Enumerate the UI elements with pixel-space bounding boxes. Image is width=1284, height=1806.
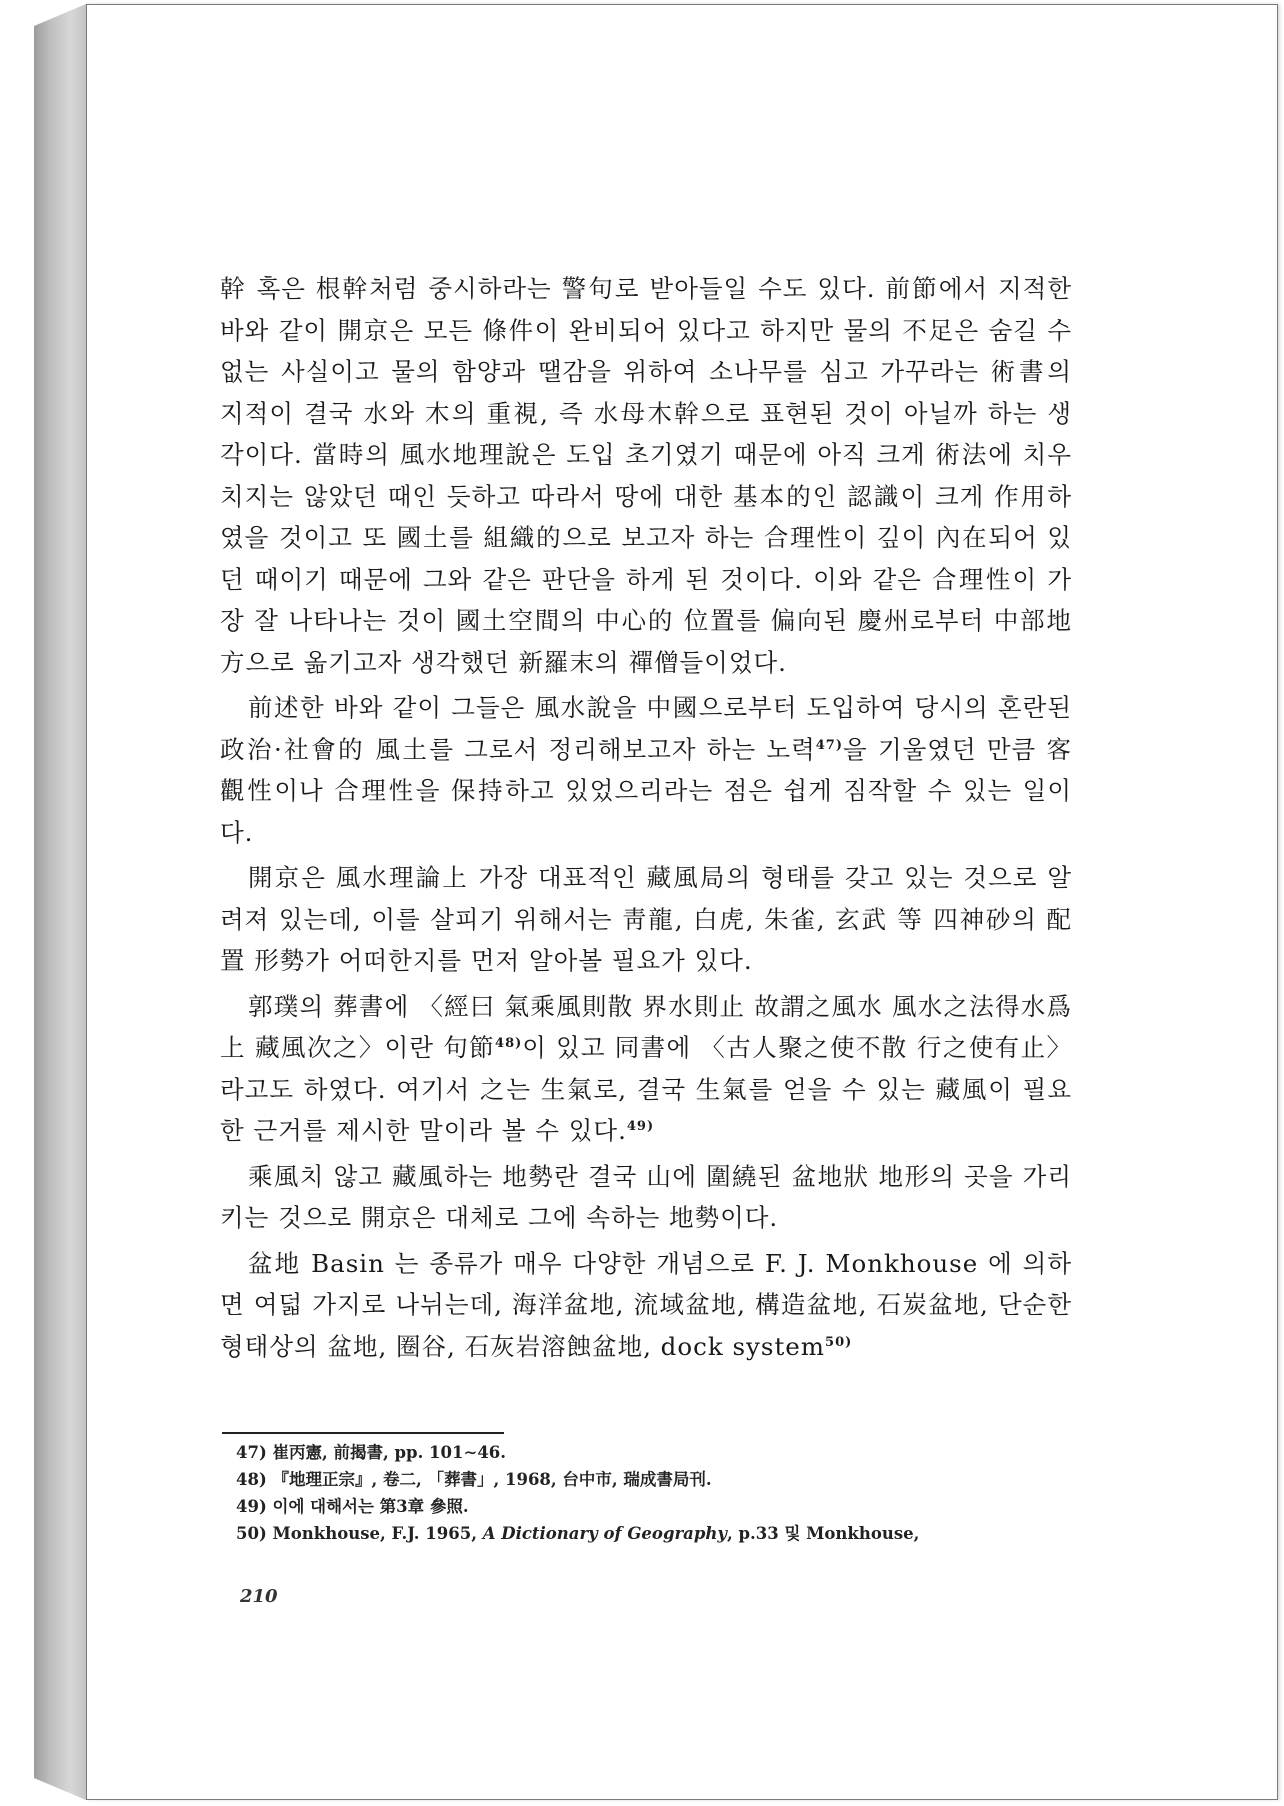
footnote-ref: 48) — [495, 1035, 523, 1051]
footnotes — [236, 1439, 1096, 1547]
footnote-ref: 47) — [815, 737, 844, 753]
text-run: 47) 崔丙憲, 前揭書, pp. 101∼46. — [236, 1443, 507, 1462]
page-number: 210 — [240, 1586, 278, 1607]
text-run: 盆地 Basin 는 종류가 매우 다양한 개념으로 F. J. Monkhouse 에 의하면 여덟 가지로 나뉘는데, 海洋盆地, 流域盆地, 構造盆地, 石炭盆地, 단순한 형태상의 盆地, 圈谷, 石灰岩溶蝕盆地, dock system — [220, 1248, 1072, 1361]
footnote — [236, 1466, 1096, 1493]
text-run: , p.33 및 Monkhouse, — [726, 1524, 920, 1543]
footnote — [236, 1520, 1096, 1547]
text-run: 을 기울였던 만큼 客觀性이나 合理性을 保持하고 있었으리라는 점은 쉽게 짐작할 수 있는 일이다. — [220, 734, 1072, 847]
footnote — [236, 1439, 1096, 1466]
text-run: 乘風치 않고 藏風하는 地勢란 결국 山에 圍繞된 盆地狀 地形의 곳을 가리키는 것으로 開京은 대체로 그에 속하는 地勢이다. — [220, 1161, 1072, 1232]
paragraph — [220, 857, 1072, 982]
paragraph — [220, 1243, 1072, 1368]
text-run: 幹 혹은 根幹처럼 중시하라는 警句로 받아들일 수도 있다. 前節에서 지적한 바와 같이 開京은 모든 條件이 완비되어 있다고 하지만 물의 不足은 숨길 수 없는 사실이고 물의 함양과 땔감을 위하여 소나무를 심고 가꾸라는 術書의 지적이 결국 水와 木의 重視, 즉 水母木幹으로 표현된 것이 아닐까 하는 생각이다. 當時의 風水地理說은 도입 초기였기 때문에 아직 크게 術法에 치우치지는 않았던 때인 듯하고 따라서 땅에 대한 基本的인 認識이 크게 作用하였을 것이고 또 國土를 組織的으로 보고자 하는 合理性이 깊이 內在되어 있던 때이기 때문에 그와 같은 판단을 하게 된 것이다. 이와 같은 合理性이 가장 잘 나타나는 것이 國土空間의 中心的 位置를 偏向된 慶州로부터 中部地方으로 옮기고자 생각했던 新羅末의 禪僧들이었다. — [220, 274, 1072, 677]
paragraph — [220, 1156, 1072, 1239]
text-run: 50) Monkhouse, F.J. 1965, — [236, 1524, 483, 1543]
book-spine — [34, 4, 86, 1800]
paragraph — [220, 986, 1072, 1152]
text-run: 郭璞의 葬書에 〈經曰 氣乘風則散 界水則止 故謂之風水 風水之法得水爲上 藏風次之〉이란 句節 — [220, 991, 1072, 1062]
text-run: 前述한 바와 같이 그들은 風水說을 中國으로부터 도입하여 당시의 혼란된 政治·社會的 風土를 그로서 정리해보고자 하는 노력 — [220, 693, 1072, 764]
text-run: 48) 『地理正宗』, 卷二, 「葬書」, 1968, 台中市, 瑞成書局刊. — [236, 1470, 712, 1489]
footnote — [236, 1493, 1096, 1520]
text-run: 開京은 風水理論上 가장 대표적인 藏風局의 형태를 갖고 있는 것으로 알려져 있는데, 이를 살피기 위해서는 靑龍, 白虎, 朱雀, 玄武 等 四神砂의 配置 形勢가 어떠한지를 먼저 알아볼 필요가 있다. — [220, 863, 1072, 975]
footnote-rule — [222, 1432, 504, 1434]
italic-title: A Dictionary of Geography — [482, 1524, 727, 1543]
text-run: 49) 이에 대해서는 第3章 參照. — [236, 1497, 469, 1516]
body-text — [220, 268, 1072, 1367]
footnote-ref: 50) — [825, 1334, 853, 1350]
text-run: 이 있고 同書에 〈古人聚之使不散 行之使有止〉라고도 하였다. 여기서 之는 生氣로, 결국 生氣를 얻을 수 있는 藏風이 필요한 근거를 제시한 말이라 볼 수 있다. — [220, 1033, 1072, 1145]
footnote-ref: 49) — [626, 1118, 655, 1134]
paragraph — [220, 268, 1072, 683]
paragraph — [220, 687, 1072, 853]
